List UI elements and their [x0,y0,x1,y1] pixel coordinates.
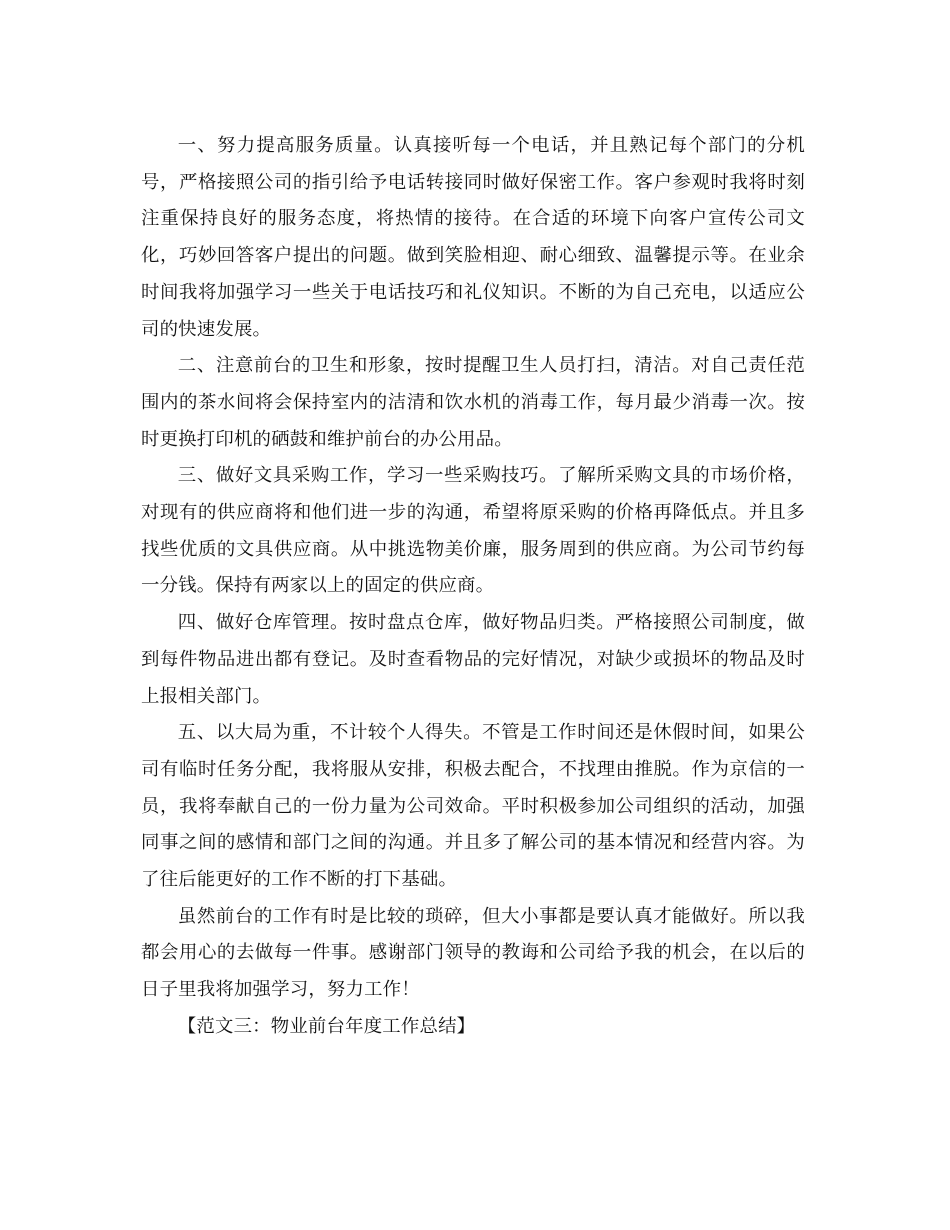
paragraph-hygiene-image: 二、注意前台的卫生和形象，按时提醒卫生人员打扫，清洁。对自己责任范围内的茶水间将会保持室内的洁清和饮水机的消毒工作，每月最少消毒一次。按时更换打印机的硒鼓和维护前台的办公用品。 [141,355,805,450]
paragraph-overall-interest: 五、以大局为重，不计较个人得失。不管是工作时间还是休假时间，如果公司有临时任务分配，我将服从安排，积极去配合，不找理由推脱。作为京信的一员，我将奉献自己的一份力量为公司效命。平时积极参加公司组织的活动，加强同事之间的感情和部门之间的沟通。并且多了解公司的基本情况和经营内容。为了往后能更好的工作不断的打下基础。 [141,722,805,891]
paragraph-conclusion: 虽然前台的工作有时是比较的琐碎，但大小事都是要认真才能做好。所以我都会用心的去做每一件事。感谢部门领导的教诲和公司给予我的机会，在以后的日子里我将加强学习，努力工作！ [141,905,805,1001]
paragraph-warehouse-management: 四、做好仓库管理。按时盘点仓库，做好物品归类。严格接照公司制度，做到每件物品进出都有登记。及时查看物品的完好情况，对缺少或损坏的物品及时上报相关部门。 [141,612,805,707]
paragraph-stationery-purchasing: 三、做好文具采购工作，学习一些采购技巧。了解所采购文具的市场价格，对现有的供应商将和他们进一步的沟通，希望将原采购的价格再降低点。并且多找些优质的文具供应商。从中挑选物美价廉，服务周到的供应商。为公司节约每一分钱。保持有两家以上的固定的供应商。 [141,465,805,597]
section-heading-sample-three: 【范文三：物业前台年度工作总结】 [177,1015,476,1037]
document-body [141,128,805,1046]
paragraph-service-quality: 一、努力提高服务质量。认真接听每一个电话，并且熟记每个部门的分机号，严格接照公司的指引给予电话转接同时做好保密工作。客户参观时我将时刻注重保持良好的服务态度，将热情的接待。在合适的环境下向客户宣传公司文化，巧妙回答客户提出的问题。做到笑脸相迎、耐心细致、温馨提示等。在业余时间我将加强学习一些关于电话技巧和礼仪知识。不断的为自己充电，以适应公司的快速发展。 [141,135,805,340]
